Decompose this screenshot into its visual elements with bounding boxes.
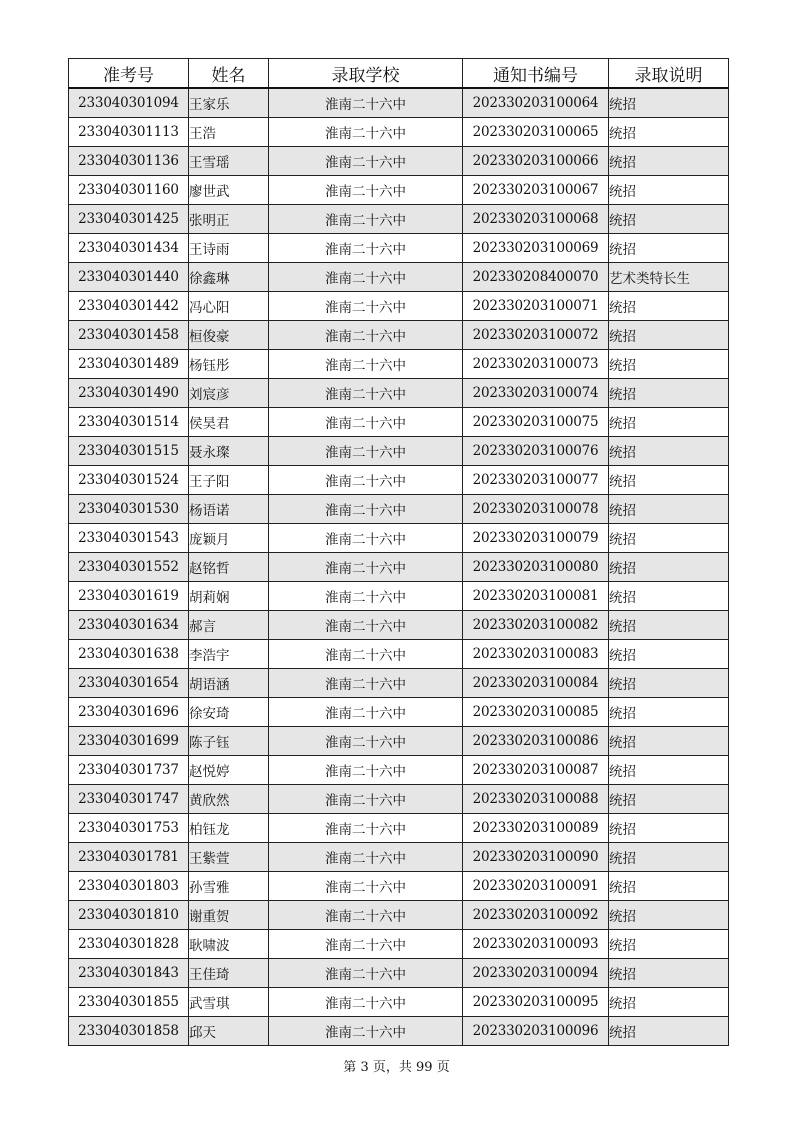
admission-table <box>68 58 729 1046</box>
exam-number-cell: 233040301442 <box>69 292 189 321</box>
student-name-cell: 王家乐 <box>189 88 269 118</box>
student-name-cell: 谢重贺 <box>189 901 269 930</box>
student-name-cell: 杨钰彤 <box>189 350 269 379</box>
student-name-cell: 陈子钰 <box>189 727 269 756</box>
footer-current-page: 3 <box>360 1060 369 1075</box>
table-row <box>69 1017 729 1046</box>
student-name-cell: 桓俊豪 <box>189 321 269 350</box>
notice-number-cell: 202330203100077 <box>463 466 609 495</box>
notice-number-cell: 202330203100086 <box>463 727 609 756</box>
school-cell: 淮南二十六中 <box>269 292 463 321</box>
table-row <box>69 756 729 785</box>
table-row <box>69 118 729 147</box>
column-header-name: 姓名 <box>189 59 269 89</box>
school-cell: 淮南二十六中 <box>269 785 463 814</box>
admission-note-cell: 统招 <box>609 785 729 814</box>
exam-number-cell: 233040301543 <box>69 524 189 553</box>
notice-number-cell: 202330203100084 <box>463 669 609 698</box>
admission-note-cell: 统招 <box>609 756 729 785</box>
table-row <box>69 437 729 466</box>
notice-number-cell: 202330203100066 <box>463 147 609 176</box>
notice-number-cell: 202330203100096 <box>463 1017 609 1046</box>
student-name-cell: 杨语诺 <box>189 495 269 524</box>
table-row <box>69 205 729 234</box>
school-cell: 淮南二十六中 <box>269 408 463 437</box>
school-cell: 淮南二十六中 <box>269 814 463 843</box>
exam-number-cell: 233040301747 <box>69 785 189 814</box>
exam-number-cell: 233040301440 <box>69 263 189 292</box>
school-cell: 淮南二十六中 <box>269 1017 463 1046</box>
student-name-cell: 胡语涵 <box>189 669 269 698</box>
table-row <box>69 872 729 901</box>
admission-note-cell: 统招 <box>609 611 729 640</box>
admission-note-cell: 艺术类特长生 <box>609 263 729 292</box>
notice-number-cell: 202330203100076 <box>463 437 609 466</box>
table-row <box>69 350 729 379</box>
student-name-cell: 冯心阳 <box>189 292 269 321</box>
notice-number-cell: 202330203100088 <box>463 785 609 814</box>
school-cell: 淮南二十六中 <box>269 147 463 176</box>
exam-number-cell: 233040301638 <box>69 640 189 669</box>
footer-total-pages: 99 <box>416 1060 433 1075</box>
footer-middle: 页，共 <box>372 1060 412 1075</box>
exam-number-cell: 233040301113 <box>69 118 189 147</box>
admission-note-cell: 统招 <box>609 205 729 234</box>
school-cell: 淮南二十六中 <box>269 901 463 930</box>
school-cell: 淮南二十六中 <box>269 234 463 263</box>
exam-number-cell: 233040301515 <box>69 437 189 466</box>
header-row <box>69 59 729 89</box>
table-row <box>69 669 729 698</box>
notice-number-cell: 202330203100091 <box>463 872 609 901</box>
exam-number-cell: 233040301737 <box>69 756 189 785</box>
table-row <box>69 611 729 640</box>
student-name-cell: 赵铭哲 <box>189 553 269 582</box>
table-header <box>69 59 729 89</box>
exam-number-cell: 233040301619 <box>69 582 189 611</box>
table-row <box>69 379 729 408</box>
notice-number-cell: 202330203100072 <box>463 321 609 350</box>
exam-number-cell: 233040301552 <box>69 553 189 582</box>
footer-suffix: 页 <box>436 1060 450 1075</box>
admission-note-cell: 统招 <box>609 930 729 959</box>
table-row <box>69 988 729 1017</box>
table-row <box>69 959 729 988</box>
admission-note-cell: 统招 <box>609 524 729 553</box>
admission-note-cell: 统招 <box>609 1017 729 1046</box>
table-row <box>69 88 729 118</box>
school-cell: 淮南二十六中 <box>269 118 463 147</box>
admission-note-cell: 统招 <box>609 118 729 147</box>
notice-number-cell: 202330203100064 <box>463 88 609 118</box>
table-row <box>69 814 729 843</box>
notice-number-cell: 202330203100094 <box>463 959 609 988</box>
admission-note-cell: 统招 <box>609 698 729 727</box>
school-cell: 淮南二十六中 <box>269 698 463 727</box>
student-name-cell: 李浩宇 <box>189 640 269 669</box>
school-cell: 淮南二十六中 <box>269 611 463 640</box>
student-name-cell: 柏钰龙 <box>189 814 269 843</box>
exam-number-cell: 233040301094 <box>69 88 189 118</box>
exam-number-cell: 233040301530 <box>69 495 189 524</box>
admission-note-cell: 统招 <box>609 669 729 698</box>
school-cell: 淮南二十六中 <box>269 872 463 901</box>
student-name-cell: 王雪瑶 <box>189 147 269 176</box>
table-row <box>69 553 729 582</box>
school-cell: 淮南二十六中 <box>269 553 463 582</box>
admission-note-cell: 统招 <box>609 872 729 901</box>
exam-number-cell: 233040301434 <box>69 234 189 263</box>
admission-note-cell: 统招 <box>609 408 729 437</box>
student-name-cell: 赵悦婷 <box>189 756 269 785</box>
student-name-cell: 胡莉娴 <box>189 582 269 611</box>
table-row <box>69 582 729 611</box>
notice-number-cell: 202330203100068 <box>463 205 609 234</box>
school-cell: 淮南二十六中 <box>269 756 463 785</box>
student-name-cell: 郝言 <box>189 611 269 640</box>
school-cell: 淮南二十六中 <box>269 640 463 669</box>
admission-note-cell: 统招 <box>609 350 729 379</box>
notice-number-cell: 202330203100081 <box>463 582 609 611</box>
student-name-cell: 徐安琦 <box>189 698 269 727</box>
table-row <box>69 495 729 524</box>
exam-number-cell: 233040301699 <box>69 727 189 756</box>
notice-number-cell: 202330203100078 <box>463 495 609 524</box>
admission-note-cell: 统招 <box>609 234 729 263</box>
admission-note-cell: 统招 <box>609 437 729 466</box>
student-name-cell: 张明正 <box>189 205 269 234</box>
school-cell: 淮南二十六中 <box>269 263 463 292</box>
notice-number-cell: 202330203100095 <box>463 988 609 1017</box>
exam-number-cell: 233040301654 <box>69 669 189 698</box>
page-footer <box>0 1056 793 1075</box>
school-cell: 淮南二十六中 <box>269 379 463 408</box>
column-header-notice-number: 通知书编号 <box>463 59 609 89</box>
table-row <box>69 640 729 669</box>
student-name-cell: 邱天 <box>189 1017 269 1046</box>
table-row <box>69 234 729 263</box>
notice-number-cell: 202330203100087 <box>463 756 609 785</box>
admission-note-cell: 统招 <box>609 843 729 872</box>
school-cell: 淮南二十六中 <box>269 930 463 959</box>
admission-note-cell: 统招 <box>609 147 729 176</box>
student-name-cell: 徐鑫琳 <box>189 263 269 292</box>
admission-note-cell: 统招 <box>609 640 729 669</box>
exam-number-cell: 233040301524 <box>69 466 189 495</box>
student-name-cell: 王诗雨 <box>189 234 269 263</box>
school-cell: 淮南二十六中 <box>269 843 463 872</box>
table-row <box>69 698 729 727</box>
table-row <box>69 466 729 495</box>
notice-number-cell: 202330203100071 <box>463 292 609 321</box>
table-row <box>69 176 729 205</box>
exam-number-cell: 233040301425 <box>69 205 189 234</box>
student-name-cell: 王佳琦 <box>189 959 269 988</box>
exam-number-cell: 233040301781 <box>69 843 189 872</box>
admission-note-cell: 统招 <box>609 466 729 495</box>
exam-number-cell: 233040301490 <box>69 379 189 408</box>
notice-number-cell: 202330203100079 <box>463 524 609 553</box>
notice-number-cell: 202330203100075 <box>463 408 609 437</box>
notice-number-cell: 202330203100092 <box>463 901 609 930</box>
table-row <box>69 408 729 437</box>
student-name-cell: 武雪琪 <box>189 988 269 1017</box>
exam-number-cell: 233040301803 <box>69 872 189 901</box>
table-row <box>69 524 729 553</box>
admission-note-cell: 统招 <box>609 959 729 988</box>
admission-note-cell: 统招 <box>609 292 729 321</box>
admission-note-cell: 统招 <box>609 814 729 843</box>
table-row <box>69 292 729 321</box>
student-name-cell: 王子阳 <box>189 466 269 495</box>
school-cell: 淮南二十六中 <box>269 959 463 988</box>
student-name-cell: 侯昊君 <box>189 408 269 437</box>
notice-number-cell: 202330203100083 <box>463 640 609 669</box>
school-cell: 淮南二十六中 <box>269 437 463 466</box>
table-row <box>69 263 729 292</box>
table-body <box>69 88 729 1046</box>
column-header-exam-number: 准考号 <box>69 59 189 89</box>
exam-number-cell: 233040301843 <box>69 959 189 988</box>
notice-number-cell: 202330203100090 <box>463 843 609 872</box>
admission-note-cell: 统招 <box>609 727 729 756</box>
notice-number-cell: 202330203100085 <box>463 698 609 727</box>
table-row <box>69 321 729 350</box>
school-cell: 淮南二十六中 <box>269 524 463 553</box>
student-name-cell: 聂永璨 <box>189 437 269 466</box>
exam-number-cell: 233040301634 <box>69 611 189 640</box>
table-row <box>69 843 729 872</box>
school-cell: 淮南二十六中 <box>269 727 463 756</box>
student-name-cell: 王浩 <box>189 118 269 147</box>
admission-note-cell: 统招 <box>609 176 729 205</box>
notice-number-cell: 202330203100089 <box>463 814 609 843</box>
school-cell: 淮南二十六中 <box>269 669 463 698</box>
table-row <box>69 930 729 959</box>
notice-number-cell: 202330203100093 <box>463 930 609 959</box>
footer-prefix: 第 <box>343 1060 357 1075</box>
exam-number-cell: 233040301858 <box>69 1017 189 1046</box>
notice-number-cell: 202330208400070 <box>463 263 609 292</box>
table-row <box>69 147 729 176</box>
notice-number-cell: 202330203100074 <box>463 379 609 408</box>
notice-number-cell: 202330203100065 <box>463 118 609 147</box>
admission-note-cell: 统招 <box>609 553 729 582</box>
exam-number-cell: 233040301514 <box>69 408 189 437</box>
exam-number-cell: 233040301828 <box>69 930 189 959</box>
column-header-school: 录取学校 <box>269 59 463 89</box>
school-cell: 淮南二十六中 <box>269 88 463 118</box>
admission-note-cell: 统招 <box>609 88 729 118</box>
exam-number-cell: 233040301855 <box>69 988 189 1017</box>
notice-number-cell: 202330203100067 <box>463 176 609 205</box>
exam-number-cell: 233040301160 <box>69 176 189 205</box>
student-name-cell: 王紫萱 <box>189 843 269 872</box>
exam-number-cell: 233040301458 <box>69 321 189 350</box>
admission-note-cell: 统招 <box>609 495 729 524</box>
admission-note-cell: 统招 <box>609 988 729 1017</box>
notice-number-cell: 202330203100082 <box>463 611 609 640</box>
notice-number-cell: 202330203100080 <box>463 553 609 582</box>
student-name-cell: 耿啸波 <box>189 930 269 959</box>
school-cell: 淮南二十六中 <box>269 176 463 205</box>
exam-number-cell: 233040301696 <box>69 698 189 727</box>
notice-number-cell: 202330203100069 <box>463 234 609 263</box>
student-name-cell: 黄欣然 <box>189 785 269 814</box>
admission-note-cell: 统招 <box>609 379 729 408</box>
school-cell: 淮南二十六中 <box>269 495 463 524</box>
exam-number-cell: 233040301489 <box>69 350 189 379</box>
exam-number-cell: 233040301810 <box>69 901 189 930</box>
admission-note-cell: 统招 <box>609 321 729 350</box>
admission-note-cell: 统招 <box>609 901 729 930</box>
table-row <box>69 785 729 814</box>
student-name-cell: 刘宸彦 <box>189 379 269 408</box>
notice-number-cell: 202330203100073 <box>463 350 609 379</box>
student-name-cell: 庞颖月 <box>189 524 269 553</box>
exam-number-cell: 233040301136 <box>69 147 189 176</box>
table-row <box>69 727 729 756</box>
student-name-cell: 廖世武 <box>189 176 269 205</box>
column-header-admission-note: 录取说明 <box>609 59 729 89</box>
school-cell: 淮南二十六中 <box>269 350 463 379</box>
admission-note-cell: 统招 <box>609 582 729 611</box>
student-name-cell: 孙雪雅 <box>189 872 269 901</box>
school-cell: 淮南二十六中 <box>269 321 463 350</box>
table-row <box>69 901 729 930</box>
school-cell: 淮南二十六中 <box>269 582 463 611</box>
exam-number-cell: 233040301753 <box>69 814 189 843</box>
school-cell: 淮南二十六中 <box>269 205 463 234</box>
school-cell: 淮南二十六中 <box>269 988 463 1017</box>
school-cell: 淮南二十六中 <box>269 466 463 495</box>
